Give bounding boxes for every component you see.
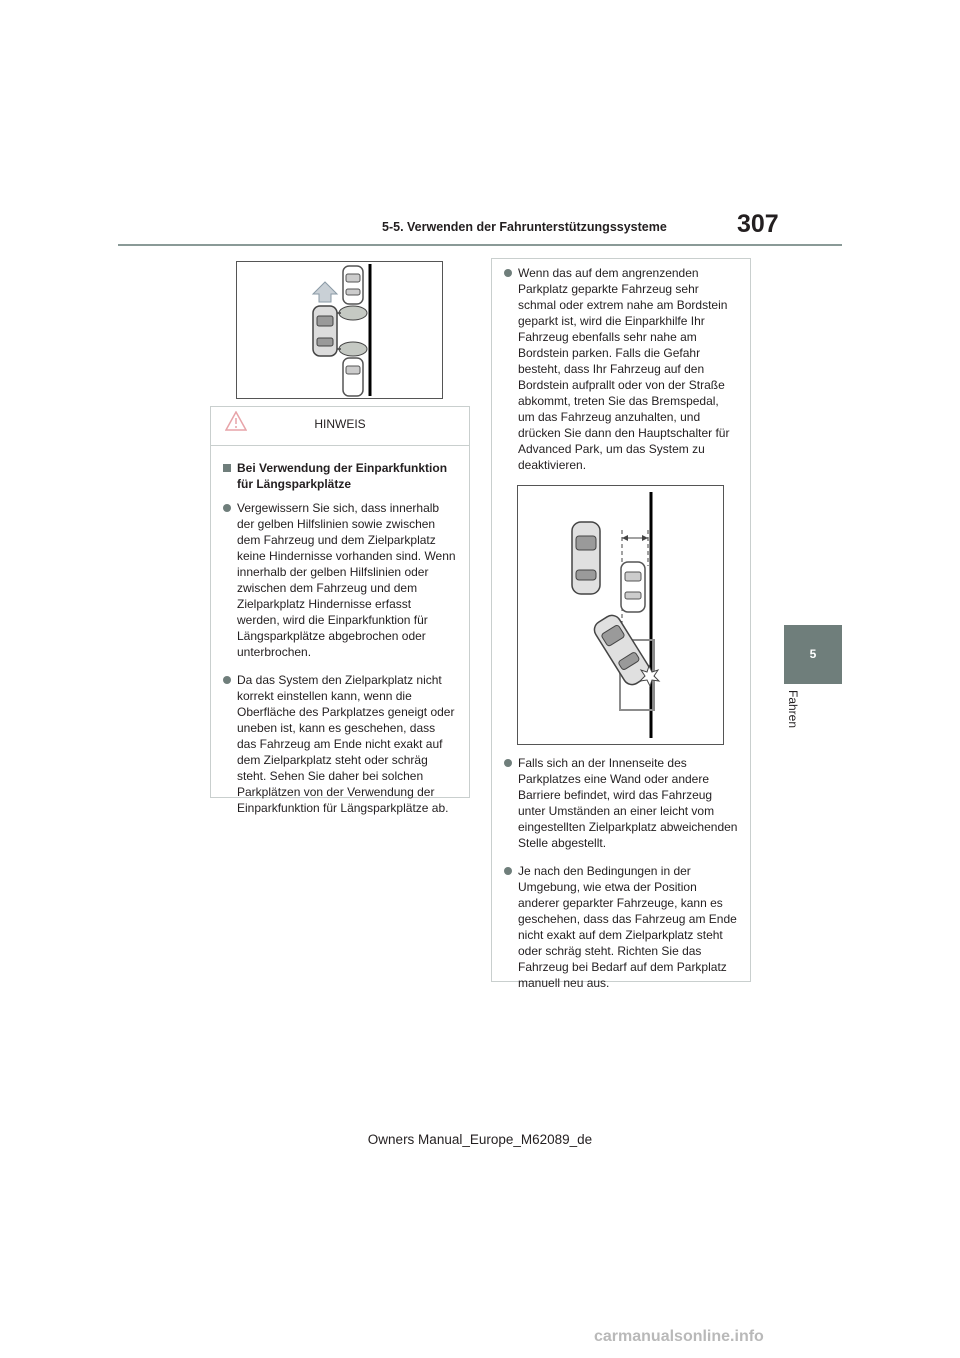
page-number: 307 — [737, 210, 779, 238]
parking-figure-top — [236, 261, 443, 399]
bullet-icon — [504, 867, 512, 875]
parking-illustration-top — [237, 262, 442, 398]
info-box — [491, 258, 751, 990]
note-subtitle-text: Bei Verwendung der Einparkfunktion für Längsparkplätze — [237, 461, 448, 491]
list-item: Falls sich an der Innenseite des Parkplatzes eine Wand oder andere Barriere befindet, wird das Fahrzeug unter Umständen an einer leicht vom eingestellten Zielparkplatz abweichenden Stelle abgestellt. — [504, 755, 738, 851]
square-bullet-icon — [223, 464, 231, 472]
warning-triangle-icon — [225, 411, 247, 431]
chapter-label-text: Fahren — [786, 690, 800, 729]
chapter-tab — [784, 625, 842, 684]
note-header — [211, 407, 469, 446]
own-car-angled-icon — [591, 612, 653, 688]
narrow-parked-car-icon — [621, 562, 645, 612]
bullet-icon — [223, 504, 231, 512]
bullet-icon — [504, 759, 512, 767]
chapter-number: 5 — [809, 647, 817, 661]
own-car-icon — [313, 306, 337, 356]
chapter-label — [786, 690, 800, 750]
parked-car-rear-icon — [343, 358, 363, 396]
parked-car-front-icon — [343, 266, 363, 304]
list-item: Da das System den Zielparkplatz nicht korrekt einstellen kann, wenn die Oberfläche des Parkplatzes geneigt oder uneben ist, kann es geschehen, dass das Fahrzeug am Ende nicht exakt auf dem Zielparkplatz steht oder schräg steht. Sehen Sie daher bei solchen Parkplätzen von der Verwendung der Einparkfunktion für Längsparkplätze ab. — [223, 672, 457, 816]
bullet-icon — [504, 269, 512, 277]
bullet-icon — [223, 676, 231, 684]
note-heading: HINWEIS — [314, 417, 366, 431]
note-subtitle — [223, 460, 457, 492]
curb-parking-illustration — [518, 486, 723, 744]
footer-text: Owners Manual_Europe_M62089_de — [367, 1132, 593, 1147]
list-item: Wenn das auf dem angrenzenden Parkplatz geparkte Fahrzeug sehr schmal oder extrem nahe am Bordstein geparkt ist, wird die Einparkhilfe Ihr Fahrzeug ebenfalls sehr nahe am Bordstein parken. Falls die Gefahr besteht, dass Ihr Fahrzeug auf den Bordstein aufprallt oder von der Straße abkommt, treten Sie das Bremspedal, um das Fahrzeug anzuhalten, und drücken Sie dann den Hauptschalter für Advanced Park, um das System zu deaktivieren. — [504, 265, 738, 473]
note-box — [210, 406, 470, 815]
watermark: carmanualsonline.info — [594, 1328, 764, 1345]
forward-arrow-icon — [313, 282, 337, 302]
list-item: Je nach den Bedingungen in der Umgebung, wie etwa der Position anderer geparkter Fahrzeuge, kann es geschehen, dass das Fahrzeug am Ende nicht exakt auf dem Zielparkplatz steht oder schräg steht. Richten Sie das Fahrzeug bei Bedarf auf dem Parkplatz manuell neu aus. — [504, 863, 738, 991]
parked-car-icon — [572, 522, 600, 594]
section-title: 5-5. Verwenden der Fahrunterstützungssysteme — [382, 220, 667, 234]
list-item: Vergewissern Sie sich, dass innerhalb der gelben Hilfslinien sowie zwischen dem Fahrzeug und dem Zielparkplatz keine Hindernisse vorhanden sind. Wenn innerhalb der gelben Hilfslinien oder zwischen dem Fahrzeug und dem Zielparkplatz Hindernisse erfasst werden, wird die Einparkfunktion für Längsparkplätze abgebrochen oder unterbrochen. — [223, 500, 457, 660]
header-rule — [118, 244, 842, 246]
parking-figure-bottom — [517, 485, 724, 745]
